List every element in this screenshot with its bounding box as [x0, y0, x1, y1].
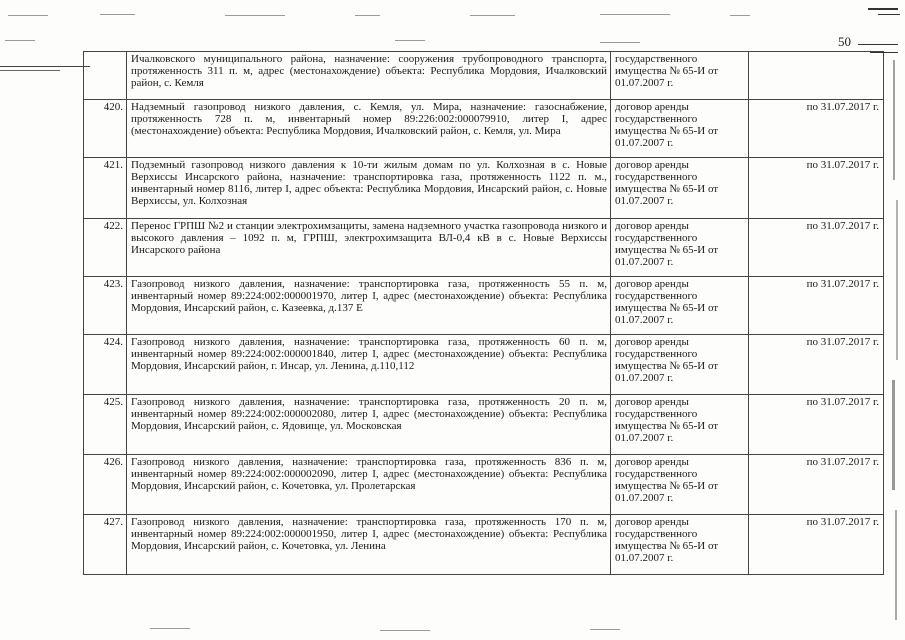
scan-artifact [896, 200, 898, 360]
object-description: Газопровод низкого давления, назначение: транспортировка газа, протяженность 20 п. м, инвентарный номер 89:224:002:000002080, литер I, адрес (местонахождение) объекта: Республика Мордовия, Инсарский район, с. Ядовище, ул. Московская [127, 395, 611, 455]
lease-term: по 31.07.2017 г. [749, 515, 884, 575]
table-row [84, 515, 884, 575]
table-row [84, 395, 884, 455]
lease-term: по 31.07.2017 г. [749, 277, 884, 335]
scan-artifact [730, 15, 750, 16]
scan-artifact [600, 42, 640, 43]
table-row [84, 52, 884, 100]
scan-artifact [380, 630, 430, 631]
row-number: 425. [84, 395, 127, 455]
table-row [84, 100, 884, 158]
row-number: 422. [84, 219, 127, 277]
lease-basis: договор аренды государственного имущества № 65-И от 01.07.2007 г. [611, 219, 749, 277]
scan-artifact [868, 8, 898, 10]
scan-artifact [590, 629, 620, 630]
lease-basis: договор аренды государственного имущества № 65-И от 01.07.2007 г. [611, 335, 749, 395]
lease-term: по 31.07.2017 г. [749, 158, 884, 219]
lease-term: по 31.07.2017 г. [749, 100, 884, 158]
lease-basis: договор аренды государственного имущества № 65-И от 01.07.2007 г. [611, 277, 749, 335]
lease-basis: договор аренды государственного имущества № 65-И от 01.07.2007 г. [611, 395, 749, 455]
lease-term: по 31.07.2017 г. [749, 455, 884, 515]
object-description: Подземный газопровод низкого давления к 10-ти жилым домам по ул. Колхозная в с. Новые Верхиссы Инсарского района, назначение: транспортировка газа, протяженность 1122 п. м., инвентарный номер 8116, литер I, адрес объекта: Республика Мордовия, Инсарский район, с. Новые Верхиссы, ул. Колхозная [127, 158, 611, 219]
table-row [84, 219, 884, 277]
scan-artifact [470, 15, 515, 16]
lease-basis: договор аренды государственного имущества № 65-И от 01.07.2007 г. [611, 515, 749, 575]
lease-basis: договор аренды государственного имущества № 65-И от 01.07.2007 г. [611, 100, 749, 158]
property-table [83, 51, 884, 575]
object-description: Ичалковского муниципального района, назначение: сооружения трубопроводного транспорта, протяженность 311 п. м, адрес (местонахождение) объекта: Республика Мордовия, Ичалковский район, с. Кемля [127, 52, 611, 100]
lease-basis: договор аренды государственного имущества № 65-И от 01.07.2007 г. [611, 455, 749, 515]
scan-artifact [0, 70, 60, 71]
table-row [84, 455, 884, 515]
lease-basis: договор аренды государственного имущества № 65-И от 01.07.2007 г. [611, 158, 749, 219]
scan-artifact [100, 14, 135, 15]
property-table-body [84, 52, 884, 575]
row-number: 420. [84, 100, 127, 158]
scan-artifact [150, 628, 190, 629]
table-row [84, 277, 884, 335]
object-description: Надземный газопровод низкого давления, с. Кемля, ул. Мира, назначение: газоснабжение, протяженность 728 п. м, инвентарный номер 89:226:002:000079910, литер I, адрес (местонахождение) объекта: Республика Мордовия, Ичалковский район, с. Кемля, ул. Мира [127, 100, 611, 158]
row-number: 423. [84, 277, 127, 335]
table-row [84, 158, 884, 219]
row-number: 421. [84, 158, 127, 219]
scan-artifact [878, 14, 900, 15]
page-number: 50 [838, 34, 851, 49]
row-number [84, 52, 127, 100]
object-description: Газопровод низкого давления, назначение: транспортировка газа, протяженность 55 п. м, инвентарный номер 89:224:002:000001970, литер I, адрес (местонахождение) объекта: Республика Мордовия, Инсарский район, с. Казеевка, д.137 Е [127, 277, 611, 335]
scan-artifact [355, 15, 380, 16]
lease-term [749, 52, 884, 100]
scan-artifact [892, 380, 895, 490]
row-number: 424. [84, 335, 127, 395]
scan-artifact [5, 40, 35, 41]
object-description: Газопровод низкого давления, назначение: транспортировка газа, протяженность 60 п. м, инвентарный номер 89:224:002:000001840, литер I, адрес (местонахождение) объекта: Республика Мордовия, Инсарский район, г. Инсар, ул. Ленина, д.110,112 [127, 335, 611, 395]
lease-term: по 31.07.2017 г. [749, 335, 884, 395]
scan-artifact [893, 60, 895, 180]
object-description: Газопровод низкого давления, назначение: транспортировка газа, протяженность 836 п. м, инвентарный номер 89:224:002:000002090, литер I, адрес (местонахождение) объекта: Республика Мордовия, Инсарский район, с. Кочетовка, ул. Пролетарская [127, 455, 611, 515]
lease-basis: государственного имущества № 65-И от 01.07.2007 г. [611, 52, 749, 100]
object-description: Перенос ГРПШ №2 и станции электрохимзащиты, замена надземного участка газопровода низкого и высокого давления – 1092 п. м, ГРПШ, электрохимзащита ВЛ-0,4 кВ в с. Новые Верхиссы Инсарского района [127, 219, 611, 277]
scan-artifact [600, 14, 670, 15]
table-row [84, 335, 884, 395]
scan-artifact [858, 44, 898, 45]
scan-artifact [8, 15, 48, 16]
scan-artifact [0, 66, 90, 67]
lease-term: по 31.07.2017 г. [749, 219, 884, 277]
scan-artifact [895, 510, 897, 620]
object-description: Газопровод низкого давления, назначение: транспортировка газа, протяженность 170 п. м, инвентарный номер 89:224:002:000001950, литер I, адрес (местонахождение) объекта: Республика Мордовия, Инсарский район, с. Кочетовка, ул. Ленина [127, 515, 611, 575]
lease-term: по 31.07.2017 г. [749, 395, 884, 455]
row-number: 426. [84, 455, 127, 515]
scan-artifact [395, 40, 425, 41]
row-number: 427. [84, 515, 127, 575]
scan-artifact [225, 15, 285, 16]
